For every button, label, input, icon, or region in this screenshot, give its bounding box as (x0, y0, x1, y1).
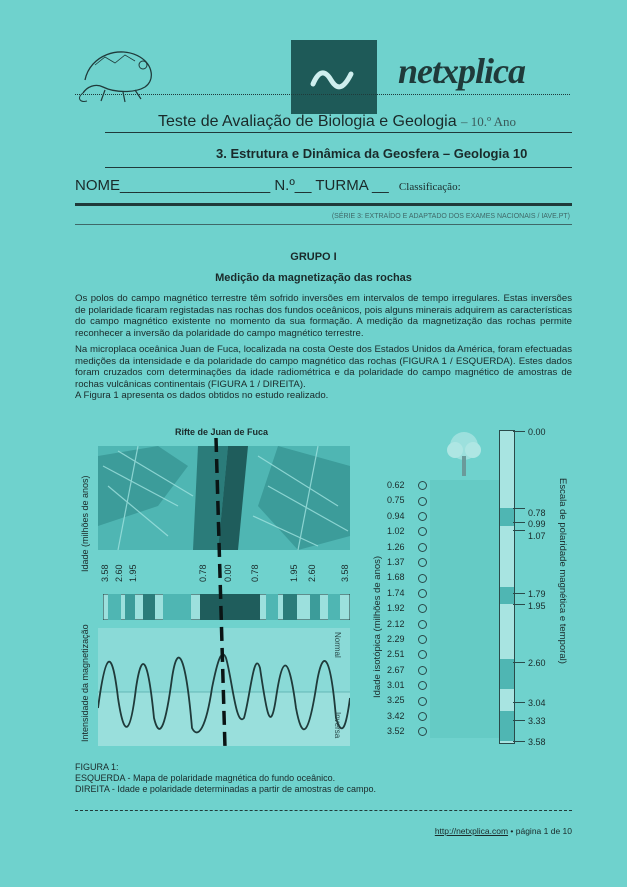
age-tick-4: 0.00 (223, 564, 233, 582)
classification-label: Classificação: (398, 181, 461, 193)
scale-value-6: 2.60 (528, 658, 546, 668)
age-tick-0: 3.58 (100, 564, 110, 582)
scale-value-7: 3.04 (528, 698, 546, 708)
isotopic-axis-label: Idade isotópica (milhões de anos) (372, 555, 383, 698)
age-tick-1: 2.60 (114, 564, 124, 582)
rift-label: Rifte de Juan de Fuca (175, 427, 269, 437)
group-heading: Medição da magnetização das rochas (215, 272, 412, 284)
figure-caption-left: ESQUERDA - Mapa de polaridade magnética do fundo oceânico. (75, 773, 336, 783)
scale-value-3: 1.07 (528, 531, 546, 541)
list-item: 2.51 (387, 647, 427, 662)
sample-circle-icon (418, 574, 427, 583)
scale-mark (513, 702, 525, 703)
scale-mark (513, 604, 525, 605)
scale-mark (513, 508, 525, 509)
age-tick-8: 3.58 (340, 564, 350, 582)
exam-subtitle: 3. Estrutura e Dinâmica da Geosfera – Geologia 10 (216, 146, 528, 161)
rift-axis-dashed-line (210, 438, 240, 750)
footer (435, 826, 572, 836)
age-tick-2: 1.95 (128, 564, 138, 582)
normal-label: Normal (333, 632, 342, 658)
header-thick-rule (75, 203, 572, 206)
context-paragraph: Na microplaca oceânica Juan de Fuca, localizada na costa Oeste dos Estados Unidos da América, foram efectuadas medições da intensidade e da polaridade do campo magnético das rochas (FIGURA 1 / ESQUERDA). Estes dados foram cruzados com determinações da idade radiométrica e da polaridade do campo magnético de amostras de rochas vulcânicas continentais (FIGURA 1 / DIREITA). (75, 344, 572, 390)
scale-mark (513, 593, 525, 594)
sample-circle-icon (418, 635, 427, 644)
list-item: 2.67 (387, 663, 427, 678)
scale-mark (513, 741, 525, 742)
sample-circle-icon (418, 666, 427, 675)
scale-value-0: 0.00 (528, 427, 546, 437)
list-item: 1.74 (387, 586, 427, 601)
isotopic-age-list (387, 478, 427, 740)
left-axis-label: Idade (milhões de anos) (80, 475, 90, 572)
scale-value-2: 0.99 (528, 519, 546, 529)
figure-caption-title: FIGURA 1: (75, 762, 119, 772)
list-item: 3.25 (387, 693, 427, 708)
sample-circle-icon (418, 681, 427, 690)
list-item: 0.62 (387, 478, 427, 493)
brand-square-logo (291, 40, 377, 114)
scale-value-4: 1.79 (528, 589, 546, 599)
intro-paragraph: Os polos do campo magnético terrestre têm sofrido inversões em intervalos de tempo irregulares. Estas inversões de polaridade ficaram registadas nas rochas dos fundos oceânicos, pois alguns minerais adquirem as características do campo magnético existente no momento da sua formação. A medição da magnetização das rochas permite reconhecer a inversão da polaridade do campo magnético terrestre. (75, 293, 573, 339)
intensity-axis-label: Intensidade da magnetização (80, 624, 90, 742)
exam-year: – 10.º Ano (461, 114, 516, 129)
scale-mark (513, 720, 525, 721)
figure-caption-right: DIREITA - Idade e polaridade determinadas a partir de amostras de campo. (75, 784, 376, 794)
student-info-line[interactable] (75, 177, 461, 194)
figure-reference-paragraph: A Figura 1 apresenta os dados obtidos no estudo realizado. (75, 390, 329, 401)
scale-axis-label: Escala de polaridade magnética e temporal) (557, 478, 568, 664)
page-number: • página 1 de 10 (508, 826, 572, 836)
list-item: 1.26 (387, 540, 427, 555)
age-tick-5: 0.78 (250, 564, 260, 582)
sample-circle-icon (418, 727, 427, 736)
subtitle-rule (105, 167, 572, 168)
footer-rule (75, 810, 572, 811)
sample-circle-icon (418, 604, 427, 613)
sample-circle-icon (418, 712, 427, 721)
scale-mark (513, 522, 525, 523)
sample-circle-icon (418, 527, 427, 536)
age-tick-7: 2.60 (307, 564, 317, 582)
list-item: 1.37 (387, 555, 427, 570)
sample-circle-icon (418, 512, 427, 521)
list-item: 3.01 (387, 678, 427, 693)
footer-link[interactable]: http://netxplica.com (434, 826, 509, 836)
sample-circle-icon (418, 620, 427, 629)
sample-circle-icon (418, 481, 427, 490)
scale-mark (513, 530, 525, 531)
age-tick-6: 1.95 (289, 564, 299, 582)
list-item: 1.02 (387, 524, 427, 539)
sample-circle-icon (418, 497, 427, 506)
scale-mark (513, 431, 525, 432)
shaded-column (430, 480, 502, 738)
list-item: 2.29 (387, 632, 427, 647)
header-dotted-rule (75, 94, 570, 95)
list-item: 1.68 (387, 570, 427, 585)
sample-circle-icon (418, 697, 427, 706)
sample-circle-icon (418, 650, 427, 659)
list-item: 1.92 (387, 601, 427, 616)
sample-circle-icon (418, 558, 427, 567)
age-tick-3: 0.78 (198, 564, 208, 582)
sample-circle-icon (418, 589, 427, 598)
scale-mark (513, 662, 525, 663)
polarity-scale-bar (499, 430, 515, 744)
list-item: 2.12 (387, 617, 427, 632)
exam-title: Teste de Avaliação de Biologia e Geologia (158, 113, 457, 130)
group-title: GRUPO I (290, 251, 337, 263)
source-note: (SÉRIE 3: EXTRAÍDO E ADAPTADO DOS EXAMES NACIONAIS / IAVE.PT) (331, 213, 570, 220)
name-number-class-fields[interactable]: NOME__________________ N.º__ TURMA __ (75, 177, 389, 194)
list-item: 3.52 (387, 724, 427, 739)
list-item: 3.42 (387, 709, 427, 724)
scale-value-5: 1.95 (528, 601, 546, 611)
tree-icon (444, 430, 484, 478)
scale-value-1: 0.78 (528, 508, 546, 518)
inverse-label: Inversa (333, 712, 342, 739)
scale-value-8: 3.33 (528, 716, 546, 726)
brand-wordmark: netxplica (398, 51, 525, 91)
title-rule (105, 132, 572, 133)
list-item: 0.94 (387, 509, 427, 524)
sample-circle-icon (418, 543, 427, 552)
list-item: 0.75 (387, 493, 427, 508)
exam-title-row (158, 113, 516, 131)
source-rule (75, 224, 572, 225)
scale-value-9: 3.58 (528, 737, 546, 747)
